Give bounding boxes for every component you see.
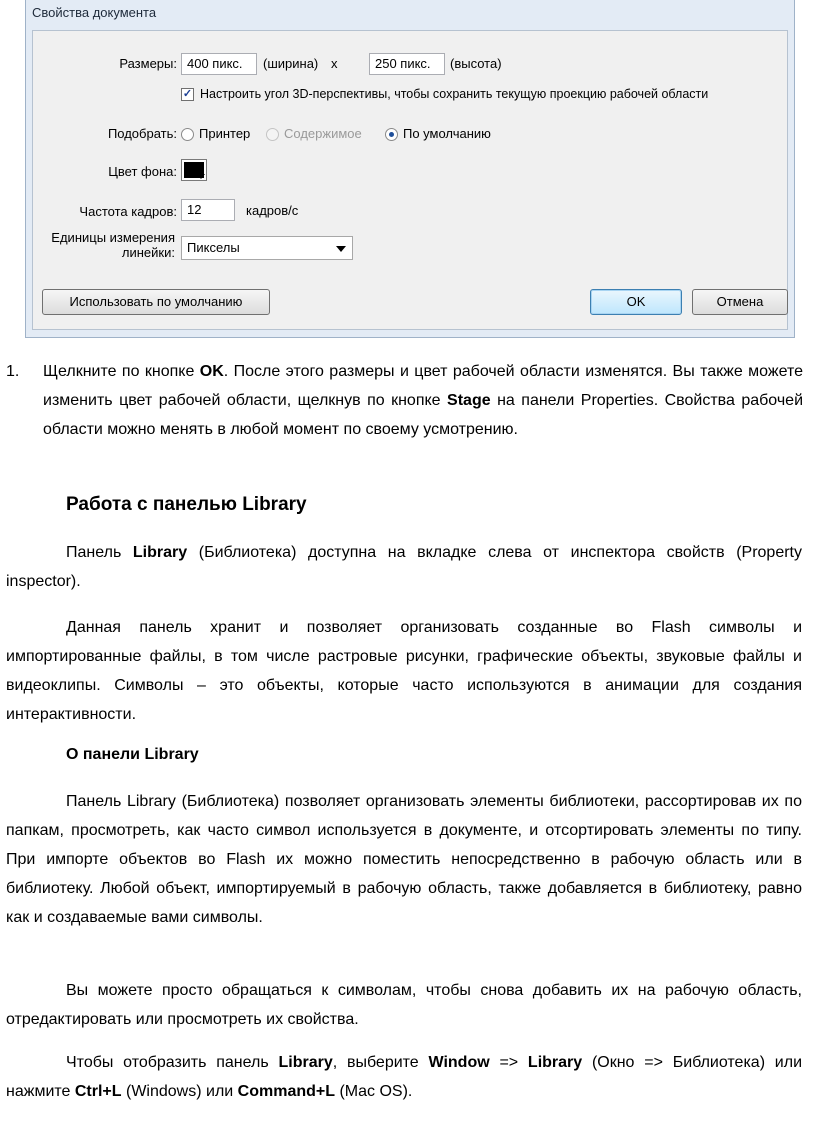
make-default-button[interactable]: Использовать по умолчанию <box>42 289 270 315</box>
text-run-bold: Ctrl+L <box>74 1083 122 1100</box>
frame-rate-input[interactable]: 12 <box>181 199 235 221</box>
dropdown-arrow-icon <box>197 174 205 179</box>
perspective-checkbox[interactable]: ✓ <box>182 88 193 100</box>
ruler-units-value: Пикселы <box>187 240 240 255</box>
ruler-units-label-line1: Единицы измерения <box>51 230 175 245</box>
paragraph <box>6 1048 802 1106</box>
text-run-bold: Library <box>132 544 188 561</box>
ok-button[interactable]: OK <box>590 289 682 315</box>
text-run: => <box>489 1054 528 1071</box>
text-run-bold: Library <box>527 1054 583 1071</box>
height-caption: (высота) <box>450 56 502 71</box>
section-heading: Работа с панелью Library <box>66 494 307 515</box>
text-run-bold: Stage <box>447 392 491 409</box>
cancel-button[interactable]: Отмена <box>692 289 788 315</box>
text-run: Панель <box>66 544 133 561</box>
text-run: (Mac OS). <box>335 1083 413 1100</box>
perspective-checkbox-label: Настроить угол 3D-перспективы, чтобы сохранить текущую проекцию рабочей области <box>200 87 709 101</box>
text-run: Щелкните по кнопке <box>43 363 200 380</box>
width-caption: (ширина) <box>263 56 319 71</box>
text-run: (Библиотека) доступна на вкладке слева от инспектора свойств (Property inspector). <box>6 544 802 590</box>
match-default-radio[interactable] <box>385 128 398 141</box>
match-contents-label: Содержимое <box>284 126 362 141</box>
bg-color-label: Цвет фона: <box>108 164 177 179</box>
match-label: Подобрать: <box>107 126 177 141</box>
paragraph: Вы можете просто обращаться к символам, чтобы снова добавить их на рабочую область, отредактировать или просмотреть их свойства. <box>6 982 802 1028</box>
text-run: , выберите <box>332 1054 429 1071</box>
chevron-down-icon <box>336 246 346 252</box>
width-input[interactable]: 400 пикс. <box>181 53 257 75</box>
paragraph <box>6 538 802 596</box>
frame-rate-label: Частота кадров: <box>79 204 177 219</box>
text-run: на панели Properties. Свойства рабочей области можно менять в любой момент по своему усмотрению. <box>43 392 804 438</box>
text-run: (Окно => Библиотека) или нажмите <box>6 1054 803 1100</box>
text-run: Чтобы отобразить панель <box>66 1054 279 1071</box>
size-label: Размеры: <box>119 56 177 71</box>
match-contents-radio[interactable] <box>266 128 279 141</box>
match-default-label: По умолчанию <box>403 126 491 141</box>
times-sign: x <box>331 56 338 71</box>
subsection-heading: О панели Library <box>66 746 199 763</box>
match-printer-radio[interactable] <box>181 128 194 141</box>
match-printer-label: Принтер <box>199 126 251 141</box>
text-run-bold: Library <box>278 1054 333 1071</box>
text-run-bold: Command+L <box>237 1083 335 1100</box>
bg-color-swatch[interactable] <box>181 159 207 181</box>
paragraph: Панель Library (Библиотека) позволяет организовать элементы библиотеки, рассортировав их по папкам, просмотреть, как часто символ используется в документе, и отсортировать элементы по типу. При импорте объектов во Flash их можно поместить непосредственно в рабочую область или в библиотеку. Любой объект, импортируемый в рабочую область, также добавляется в библиотеку, равно как и создаваемые вами символы. <box>6 793 802 926</box>
ruler-units-label-line2: линейки: <box>121 245 175 260</box>
text-run: (Windows) или <box>121 1083 238 1100</box>
height-input[interactable]: 250 пикс. <box>369 53 445 75</box>
list-number: 1. <box>6 363 20 380</box>
paragraph: Данная панель хранит и позволяет организовать созданные во Flash символы и импортированные файлы, в том числе растровые рисунки, графические объекты, звуковые файлы и видеоклипы. Символы – это объекты, которые часто используются в анимации для создания интерактивности. <box>6 619 802 723</box>
text-run-bold: Window <box>428 1054 490 1071</box>
dialog-title: Свойства документа <box>32 5 157 20</box>
ruler-units-label <box>33 230 175 260</box>
text-run-bold: OK <box>199 363 224 380</box>
list-item <box>43 357 803 444</box>
frame-rate-unit: кадров/с <box>246 203 299 218</box>
ruler-units-select[interactable] <box>181 236 353 260</box>
document-properties-dialog <box>25 0 795 338</box>
text-run: . После этого размеры и цвет рабочей области изменятся. Вы также можете изменить цвет рабочей области, щелкнув по кнопке <box>43 363 803 409</box>
dialog-body <box>32 30 788 330</box>
